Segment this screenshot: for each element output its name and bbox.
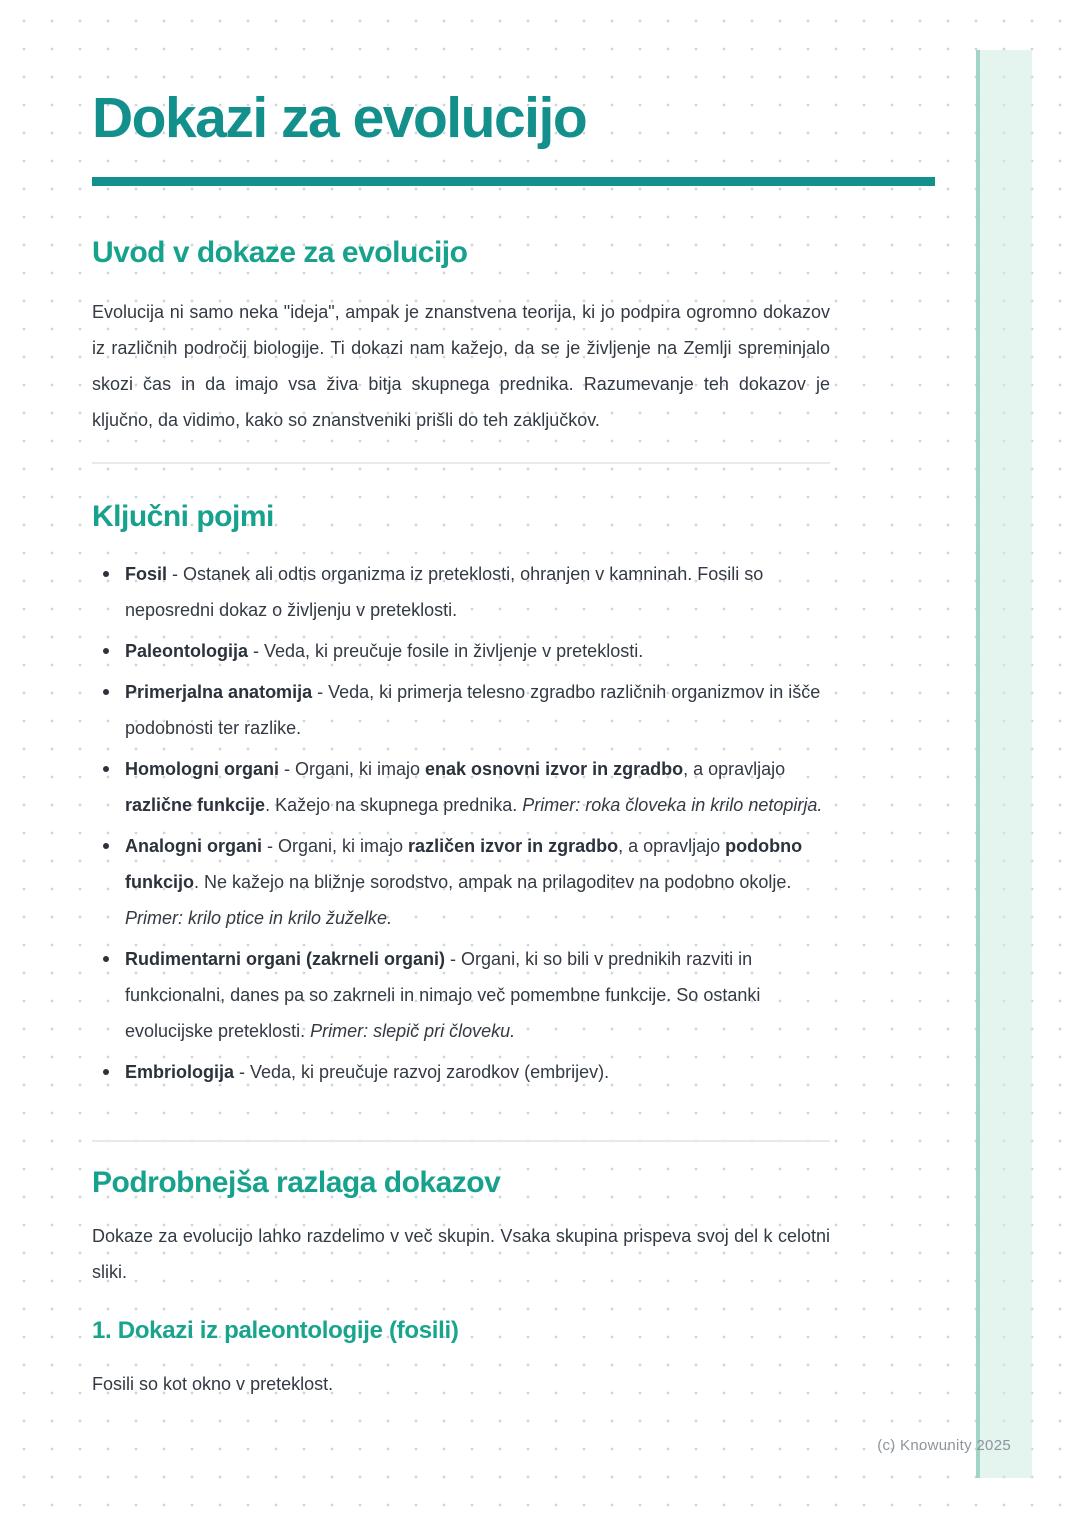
details-paragraph: Dokaze za evolucijo lahko razdelimo v več skupin. Vsaka skupina prispeva svoj del k celotni sliki. (92, 1226, 830, 1282)
list-item (92, 674, 830, 746)
note-page (92, 0, 935, 1402)
key-terms-list (92, 556, 830, 1090)
list-item (92, 633, 830, 669)
title-underline-rule (92, 177, 935, 186)
term-text-run: - Veda, ki primerja telesno zgradbo različnih organizmov in išče podobnosti ter razlike. (125, 682, 821, 738)
list-item (92, 1054, 830, 1090)
term-text-run: Primerjalna anatomija (125, 682, 313, 702)
term-text-run: - Ostanek ali odtis organizma iz preteklosti, ohranjen v kamninah. Fosili so neposredni dokaz o življenju v preteklosti. (125, 564, 764, 620)
list-item (92, 941, 830, 1049)
list-item (92, 828, 830, 936)
term-text-run: različne funkcije (125, 795, 266, 815)
section-divider (92, 462, 830, 464)
intro-paragraph: Evolucija ni samo neka "ideja", ampak je znanstvena teorija, ki jo podpira ogromno dokazov iz različnih področij biologije. Ti dokazi nam kažejo, da se je življenje na Zemlji spreminjalo skozi čas in da imajo vsa živa bitja skupnega prednika. Razumevanje teh dokazov je ključno, da vidimo, kako so znanstveniki prišli do teh zaključkov. (92, 302, 830, 430)
term-text-run: - Organi, ki imajo (262, 836, 409, 856)
term-text-run: , a opravljajo (683, 759, 786, 779)
sub-heading-paleontology: 1. Dokazi iz paleontologije (fosili) (92, 1317, 459, 1344)
term-text-run: Analogni organi (125, 836, 262, 856)
fossils-paragraph: Fosili so kot okno v preteklost. (92, 1374, 334, 1394)
list-item (92, 556, 830, 628)
section-heading-key-terms: Ključni pojmi (92, 500, 274, 533)
term-text-run: enak osnovni izvor in zgradbo (425, 759, 684, 779)
term-text-run: podobno funkcijo (125, 836, 803, 892)
watermark: (c) Knowunity 2025 (877, 1437, 1011, 1454)
section-heading-details: Podrobnejša razlaga dokazov (92, 1166, 501, 1199)
term-text-run: Primer: krilo ptice in krilo žuželke. (125, 908, 393, 928)
term-text-run: različen izvor in zgradbo (408, 836, 619, 856)
term-text-run: Paleontologija (125, 641, 249, 661)
term-text-run: - Veda, ki preučuje razvoj zarodkov (embrijev). (234, 1062, 610, 1082)
page-title: Dokazi za evolucijo (92, 86, 587, 150)
term-text-run: Primer: slepič pri človeku. (310, 1021, 516, 1041)
section-divider (92, 1140, 830, 1142)
term-text-run: Embriologija (125, 1062, 235, 1082)
term-text-run: - Veda, ki preučuje fosile in življenje v preteklosti. (248, 641, 644, 661)
section-heading-intro: Uvod v dokaze za evolucijo (92, 236, 468, 269)
term-text-run: . Ne kažejo na bližnje sorodstvo, ampak na prilagoditev na podobno okolje. (194, 872, 792, 892)
term-text-run: - Organi, ki imajo (278, 759, 426, 779)
term-text-run: Primer: roka človeka in krilo netopirja. (522, 795, 823, 815)
list-item (92, 751, 830, 823)
side-stripe (976, 50, 1032, 1478)
term-text-run: , a opravljajo (618, 836, 726, 856)
term-text-run: Fosil (125, 564, 168, 584)
term-text-run: . Kažejo na skupnega prednika. (265, 795, 523, 815)
term-text-run: - Organi, ki so bili v prednikih razviti in funkcionalni, danes pa so zakrneli in nimajo več pomembne funkcije. So ostanki evolucijske preteklosti. (125, 949, 761, 1041)
term-text-run: Homologni organi (125, 759, 279, 779)
term-text-run: Rudimentarni organi (zakrneli organi) (125, 949, 446, 969)
